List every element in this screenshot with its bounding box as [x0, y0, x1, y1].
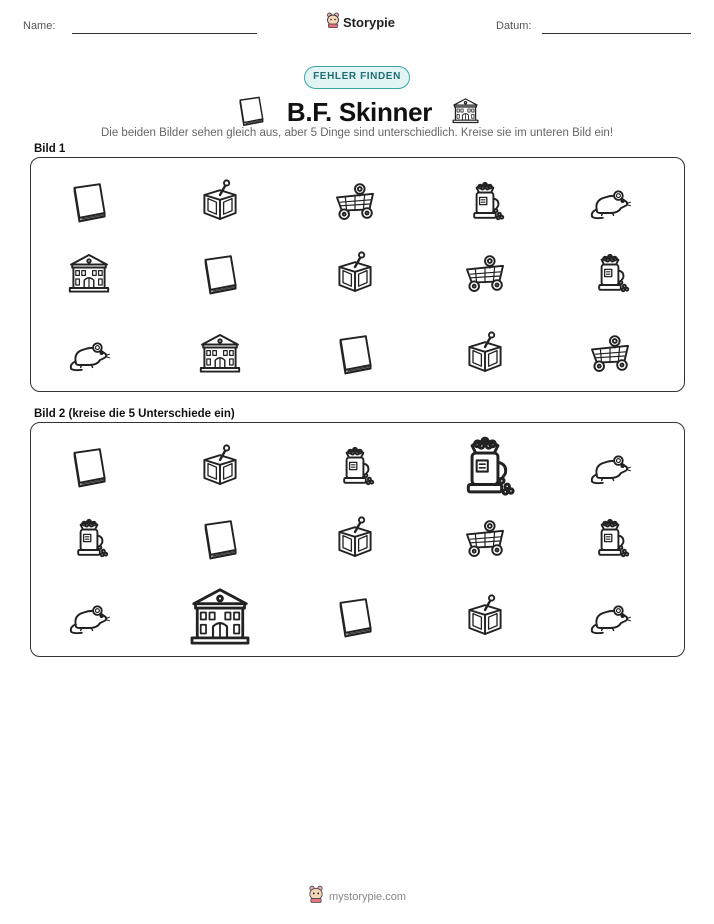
picture2-mouse-icon[interactable] [586, 592, 634, 640]
picture1-building-icon [65, 249, 113, 297]
picture2-label: Bild 2 (kreise die 5 Unterschiede ein) [34, 408, 235, 420]
picture2-building-icon[interactable] [185, 581, 255, 651]
picture2-book-icon[interactable] [331, 592, 379, 640]
picture1-grinder-icon [586, 249, 634, 297]
date-field-line[interactable] [542, 33, 691, 34]
picture1-box-icon [196, 177, 244, 225]
picture2-panel[interactable] [30, 422, 685, 657]
instructions: Die beiden Bilder sehen gleich aus, aber 5 Dinge sind unterschiedlich. Kreise sie im unteren Bild ein! [100, 127, 614, 139]
picture2-book-icon[interactable] [196, 514, 244, 562]
storypie-mascot-icon [326, 12, 340, 33]
picture2-book-icon[interactable] [65, 442, 113, 490]
building-icon [450, 95, 481, 131]
picture1-wagon-icon [586, 329, 634, 377]
picture1-label: Bild 1 [34, 143, 66, 155]
picture2-box-icon[interactable] [461, 592, 509, 640]
picture2-grinder-icon[interactable] [65, 514, 113, 562]
activity-badge: FEHLER FINDEN [304, 66, 410, 89]
storypie-mascot-icon [308, 885, 324, 908]
picture2-mouse-icon[interactable] [586, 442, 634, 490]
picture1-book-icon [196, 249, 244, 297]
picture1-book-icon [65, 177, 113, 225]
picture2-grinder-icon[interactable] [586, 514, 634, 562]
picture2-box-icon[interactable] [196, 442, 244, 490]
brand-logo [326, 12, 395, 33]
picture2-mouse-icon[interactable] [65, 592, 113, 640]
picture1-building-icon [196, 329, 244, 377]
page-title: B.F. Skinner [286, 97, 433, 127]
picture1-mouse-icon [586, 177, 634, 225]
date-label: Datum: [496, 20, 532, 32]
name-field-line[interactable] [72, 33, 257, 34]
picture1-wagon-icon [331, 177, 379, 225]
picture2-wagon-icon[interactable] [461, 514, 509, 562]
footer-url: mystorypie.com [328, 890, 407, 903]
picture2-grinder-icon[interactable] [331, 442, 379, 490]
name-label: Name: [23, 20, 56, 32]
brand-name: Storypie [343, 15, 396, 30]
picture1-box-icon [461, 329, 509, 377]
picture1-book-icon [331, 329, 379, 377]
picture1-grinder-icon [461, 177, 509, 225]
picture1-mouse-icon [65, 329, 113, 377]
picture2-box-icon[interactable] [331, 514, 379, 562]
picture1-panel [30, 157, 685, 392]
picture1-wagon-icon [461, 249, 509, 297]
footer [0, 885, 714, 908]
picture1-box-icon [331, 249, 379, 297]
picture2-grinder-icon[interactable] [448, 429, 522, 503]
